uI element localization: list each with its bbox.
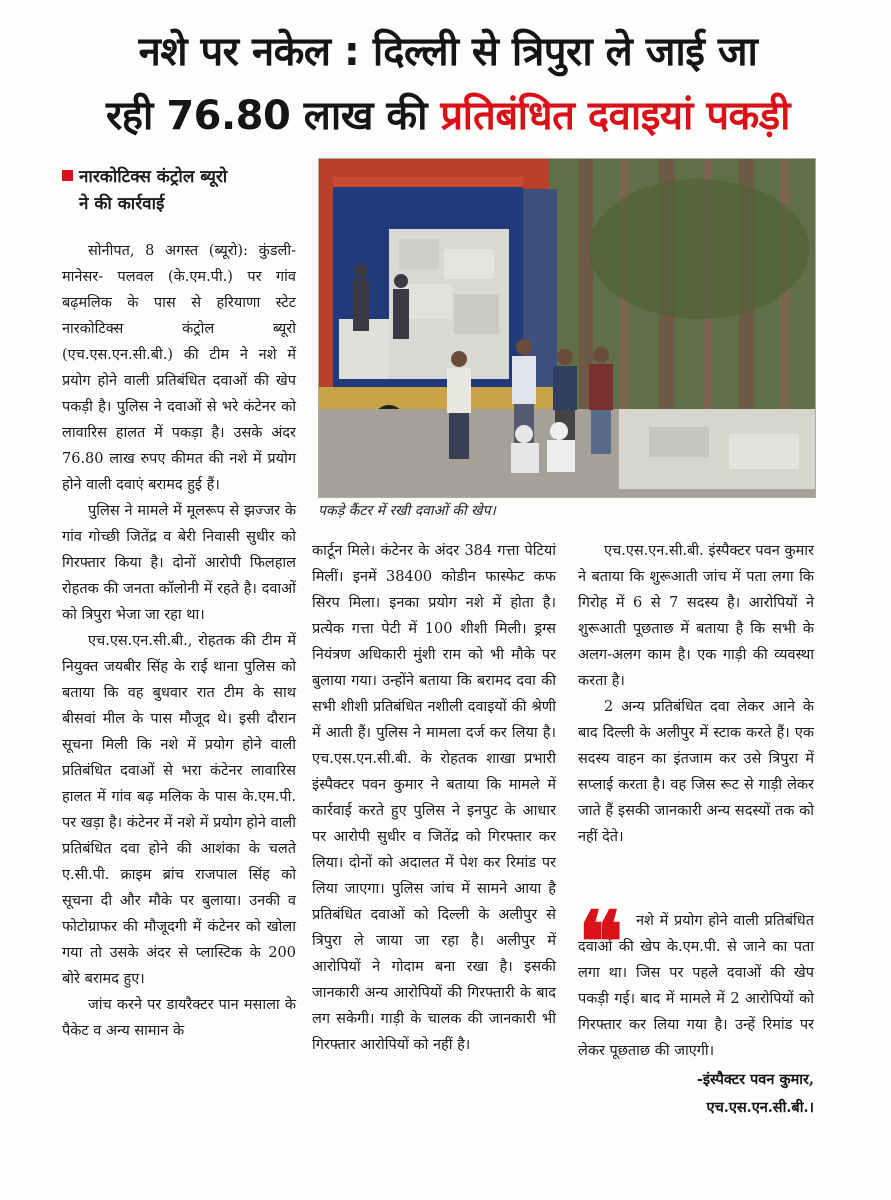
col1-para-3: एच.एस.एन.सी.बी., रोहतक की टीम में नियुक्त जयबीर सिंह के राई थाना पुलिस को बताया कि वह बुधवार रात टीम के साथ बीसवां मील के पास मौजूद थे। इसी दौरान सूचना मिली कि नशे में प्रयोग होने वाली प्रतिबंधित दवाओं से भरा कंटेनर लावारिस हालत में गांव बढ़ मलिक के पास के.एम.पी. पर खड़ा है। कंटेनर में नशे में प्रयोग होने वाली प्रतिबंधित दवा होने की आशंका के चलते ए.सी.पी. क्राइम ब्रांच राजपाल सिंह को सूचना दी और मौके पर बुलाया। उनकी व फोटोग्राफर की मौजूदगी में कंटेनर को खोला गया तो उसके अंदर से प्लास्टिक के 200 बोरे बरामद हुए।: [62, 633, 296, 987]
quote-sign-line-2: एच.एस.एन.सी.बी.।: [706, 1099, 814, 1116]
quote-icon: ❝: [578, 892, 624, 991]
headline-highlight: प्रतिबंधित दवाइयां पकड़ी: [440, 93, 791, 139]
article-column-1: [62, 238, 296, 1044]
col1-para-1: सोनीपत, 8 अगस्त (ब्यूरो): कुंडली-मानेसर- पलवल (के.एम.पी.) पर गांव बढ़मलिक के पास से हरियाणा स्टेट नारकोटिक्स कंट्रोल ब्यूरो (एच.एस.एन.सी.बी.) की टीम ने नशे में प्रयोग होने वाली प्रतिबंधित दवाओं की खेप पकड़ी है। पुलिस ने दवाओं से भरे कंटेनर को लावारिस हालत में पकड़ा है। उसके अंदर 76.80 लाख रुपए कीमत की नशे में प्रयोग होने वाली दवाएं बरामद हुई हैं।: [62, 243, 296, 493]
kicker-bullet-icon: [62, 170, 73, 181]
quote-text: नशे में प्रयोग होने वाली प्रतिबंधित दवाओं की खेप के.एम.पी. से जाने का पता लगा था। जिस पर पहले दवाओं की खेप पकड़ी गई। बाद में मामले में 2 आरोपियों को गिरफ्तार कर लिया गया है। उन्हें रिमांड पर लेकर पूछताछ की जाएगी।: [578, 913, 814, 1059]
headline-line-2: [28, 84, 868, 148]
news-photo: [318, 158, 816, 498]
article-column-3: [578, 538, 814, 850]
kicker: [62, 164, 312, 218]
photo-caption: पकड़े कैंटर में रखी दवाओं की खेप।: [318, 503, 496, 519]
article-column-2: [312, 538, 556, 1058]
photo-illustration: [319, 159, 815, 497]
col1-para-4: जांच करने पर डायरैक्टर पान मसाला के पैकेट व अन्य सामान के: [62, 997, 296, 1039]
col1-para-2: पुलिस ने मामले में मूलरूप से झज्जर के गांव गोच्छी जितेंद्र व बेरी निवासी सुधीर को गिरफ्तार किया है। दोनों आरोपी फिलहाल रोहतक की जनता कॉलोनी में रहते है। दवाओं को त्रिपुरा भेजा जा रहा था।: [62, 503, 296, 623]
kicker-line-2: ने की कार्रवाई: [79, 194, 165, 214]
headline-line-1: नशे पर नकेल : दिल्ली से त्रिपुरा ले जाई जा: [138, 29, 758, 75]
headline-line-2-prefix: रही 76.80 लाख की: [105, 93, 427, 139]
col3-para-1: एच.एस.एन.सी.बी. इंस्पैक्टर पवन कुमार ने बताया कि शुरूआती जांच में पता लगा कि गिरोह में 6 से 7 सदस्य है। आरोपियों ने शुरूआती पूछताछ में बताया है कि सभी के अलग-अलग काम है। एक गाड़ी की व्यवस्था करता है।: [578, 543, 814, 689]
col2-para-1: कार्टून मिले। कंटेनर के अंदर 384 गत्ता पेटियां मिलीं। इनमें 38400 कोडीन फास्फेट कफ सिरप मिला। इनका प्रयोग नशे में होता है। प्रत्येक गत्ता पेटी में 100 शीशी मिली। ड्रग्स नियंत्रण अधिकारी मुंशी राम को भी मौके पर बुलाया गया। उन्होंने बताया कि बरामद दवा की सभी शीशी प्रतिबंधित नशीली दवाइयों की श्रेणी में आती हैं। पुलिस ने मामला दर्ज कर लिया है। एच.एस.एन.सी.बी. के रोहतक शाखा प्रभारी इंस्पैक्टर पवन कुमार ने बताया कि मामले में कार्रवाई करते हुए पुलिस ने इनपुट के आधार पर आरोपी सुधीर व जितेंद्र को गिरफ्तार कर लिया। दोनों को अदालत में पेश कर रिमांड पर लिया जाएगा। पुलिस जांच में सामने आया है प्रतिबंधित दवाओं को दिल्ली के अलीपुर से त्रिपुरा ले जाया जा रहा है। अलीपुर में आरोपियों ने गोदाम बना रखा है। इसकी जानकारी अन्य आरोपियों की गिरफ्तारी के बाद लग सकेगी। गाड़ी के चालक की जानकारी भी गिरफ्तार आरोपियों को नहीं है।: [312, 543, 556, 1053]
headline: [28, 20, 868, 148]
quote-sign-line-1: -इंस्पैक्टर पवन कुमार,: [696, 1071, 814, 1088]
kicker-line-1: नारकोटिक्स कंट्रोल ब्यूरो: [79, 167, 228, 187]
col3-para-2: 2 अन्य प्रतिबंधित दवा लेकर आने के बाद दिल्ली के अलीपुर में स्टाक करते हैं। एक सदस्य वाहन का इंतजाम कर उसे त्रिपुरा में सप्लाई करता है। वह जिस रूट से गाड़ी लेकर जाते हैं इसकी जानकारी अन्य सदस्यों तक को नहीं देते।: [578, 699, 814, 845]
quote-attribution: [578, 1066, 814, 1122]
pull-quote: [578, 892, 814, 1122]
